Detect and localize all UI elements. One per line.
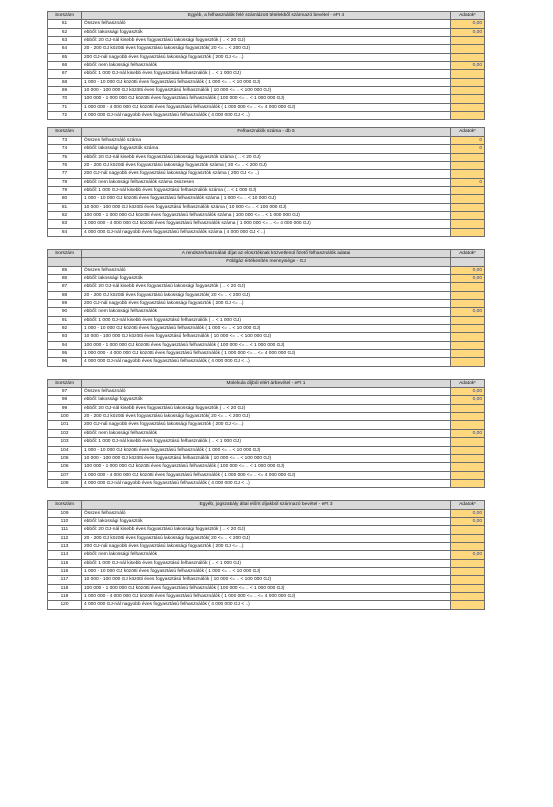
section-header-row <box>48 501 485 509</box>
value-input-cell[interactable] <box>451 170 485 178</box>
row-label: 4 000 000 GJ-nál nagyobb éves fogyasztású felhasználók ( 4 000 000 GJ < ..) <box>82 479 451 487</box>
row-number: 96 <box>48 358 82 366</box>
row-label: 20 - 200 GJ közötti éves fogyasztású lakossági fogyasztók( 20 <= .. < 200 GJ) <box>82 413 451 421</box>
value-input-cell[interactable] <box>451 186 485 194</box>
row-label: 200 GJ-nál nagyobb éves fogyasztású lakossági fogyasztók ( 200 GJ <= ..) <box>82 300 451 308</box>
row-number: 94 <box>48 341 82 349</box>
row-label: 200 GJ-nál nagyobb éves fogyasztású lakossági fogyasztók ( 200 GJ <= ..) <box>82 53 451 61</box>
row-number: 116 <box>48 567 82 575</box>
value-input-cell[interactable] <box>451 421 485 429</box>
table-row <box>48 78 485 86</box>
value-input-cell[interactable] <box>451 203 485 211</box>
table-row <box>48 112 485 120</box>
row-number: 86 <box>48 274 82 282</box>
row-label: 20 - 200 GJ közötti éves fogyasztású lakossági fogyasztók száma ( 20 <= .. < 200 GJ) <box>82 161 451 169</box>
row-number: 76 <box>48 161 82 169</box>
table-row <box>48 195 485 203</box>
table-row <box>48 576 485 584</box>
table-row <box>48 404 485 412</box>
value-input-cell[interactable] <box>451 576 485 584</box>
row-number: 75 <box>48 153 82 161</box>
value-input-cell[interactable] <box>451 584 485 592</box>
table-row <box>48 266 485 274</box>
table-row <box>48 274 485 282</box>
value-input-cell[interactable] <box>451 341 485 349</box>
value-input-cell[interactable] <box>451 413 485 421</box>
row-label: 200 GJ-nál nagyobb éves fogyasztású lakossági fogyasztók ( 200 GJ <= ..) <box>82 542 451 550</box>
table-row <box>48 479 485 487</box>
row-number: 93 <box>48 333 82 341</box>
value-input-cell[interactable] <box>451 404 485 412</box>
value-input-cell[interactable] <box>451 53 485 61</box>
row-number: 81 <box>48 203 82 211</box>
value-input-cell[interactable] <box>451 542 485 550</box>
row-number: 62 <box>48 28 82 36</box>
section-gap <box>47 237 485 249</box>
value-input-cell[interactable]: 0,00 <box>451 429 485 437</box>
row-label: ebből: nem lakossági felhasználók <box>82 429 451 437</box>
row-label: ebből: nem lakossági felhasználók <box>82 308 451 316</box>
row-number: 91 <box>48 316 82 324</box>
value-input-cell[interactable] <box>451 471 485 479</box>
value-input-cell[interactable]: 0 <box>451 145 485 153</box>
value-input-cell[interactable] <box>451 325 485 333</box>
row-number: 65 <box>48 53 82 61</box>
row-label: 100 000 - 1 000 000 GJ közötti éves fogyasztású felhasználók ( 100 000 <= .. < 1 000 000 GJ) <box>82 95 451 103</box>
value-input-cell[interactable] <box>451 161 485 169</box>
row-number: 74 <box>48 145 82 153</box>
row-number: 99 <box>48 404 82 412</box>
row-label: 1 000 - 10 000 GJ közötti éves fogyasztású felhasználók ( 1 000 <= .. < 10 000 GJ) <box>82 325 451 333</box>
row-number: 114 <box>48 551 82 559</box>
section-title: Egyéb, jogszabály által előírt díjakból származó bevétel - eFt 3 <box>82 501 451 509</box>
value-input-cell[interactable]: 0,00 <box>451 274 485 282</box>
table-row <box>48 429 485 437</box>
sorszam-header: Sorszám <box>48 379 82 387</box>
table-row <box>48 584 485 592</box>
table-row <box>48 526 485 534</box>
adatok-header: Adatok* <box>451 379 485 387</box>
table-row <box>48 396 485 404</box>
row-label: 10 000 - 100 000 GJ közötti éves fogyasztású felhasználók ( 10 000 <= .. < 100 000 GJ) <box>82 87 451 95</box>
sorszam-header: Sorszám <box>48 501 82 509</box>
value-input-cell[interactable] <box>451 95 485 103</box>
value-input-cell[interactable] <box>451 220 485 228</box>
value-input-cell[interactable] <box>451 567 485 575</box>
row-label: ebből: lakossági fogyasztók <box>82 396 451 404</box>
row-number: 113 <box>48 542 82 550</box>
row-label: 1 000 000 - 4 000 000 GJ közötti éves fogyasztású felhasználók ( 1 000 000 <= .. <= 4 000 000 GJ) <box>82 593 451 601</box>
row-label: 4 000 000 GJ-nál nagyobb éves fogyasztású felhasználók ( 4 000 000 GJ < ..) <box>82 601 451 609</box>
value-input-cell[interactable] <box>451 479 485 487</box>
value-input-cell[interactable] <box>451 601 485 609</box>
row-label: 1 000 000 - 4 000 000 GJ közötti éves fogyasztású felhasználók ( 1 000 000 <= .. <= 4 000 000 GJ) <box>82 350 451 358</box>
row-number: 119 <box>48 593 82 601</box>
row-number: 100 <box>48 413 82 421</box>
row-number: 106 <box>48 463 82 471</box>
table-row <box>48 170 485 178</box>
table-row <box>48 316 485 324</box>
row-label: ebből: nem lakossági felhasználók <box>82 551 451 559</box>
row-number: 87 <box>48 283 82 291</box>
value-input-cell[interactable] <box>451 153 485 161</box>
table-row <box>48 87 485 95</box>
row-label: ebből: 20 GJ-nál kisebb éves fogyasztású lakossági fogyasztók ( .. < 20 GJ) <box>82 526 451 534</box>
row-number: 109 <box>48 509 82 517</box>
row-number: 102 <box>48 429 82 437</box>
table-row <box>48 454 485 462</box>
report-sheet <box>47 11 485 610</box>
table-row <box>48 153 485 161</box>
row-label: ebből: lakossági fogyasztók <box>82 517 451 525</box>
table-row <box>48 136 485 144</box>
row-label: 1 000 000 - 4 000 000 GJ közötti éves fogyasztású felhasználók ( 1 000 000 <= .. <= 4 000 000 GJ) <box>82 471 451 479</box>
row-number: 80 <box>48 195 82 203</box>
value-input-cell[interactable] <box>451 593 485 601</box>
row-number: 63 <box>48 37 82 45</box>
section-subheader-row <box>48 258 485 266</box>
subheader-blank <box>451 258 485 266</box>
table-row <box>48 70 485 78</box>
row-number: 111 <box>48 526 82 534</box>
row-number: 108 <box>48 479 82 487</box>
table-row <box>48 45 485 53</box>
row-number: 61 <box>48 20 82 28</box>
row-number: 83 <box>48 220 82 228</box>
section-table <box>47 379 485 488</box>
table-row <box>48 95 485 103</box>
value-input-cell[interactable] <box>451 37 485 45</box>
row-label: Összes felhasználó <box>82 509 451 517</box>
row-number: 79 <box>48 186 82 194</box>
value-input-cell[interactable] <box>451 211 485 219</box>
table-row <box>48 471 485 479</box>
row-number: 97 <box>48 388 82 396</box>
table-row <box>48 413 485 421</box>
table-row <box>48 341 485 349</box>
section-gap <box>47 367 485 379</box>
row-label: Összes felhasználó <box>82 388 451 396</box>
section-table <box>47 500 485 609</box>
row-label: 4 000 000 GJ-nál nagyobb éves fogyasztású felhasználók ( 4 000 000 GJ < ..) <box>82 358 451 366</box>
row-label: ebből: 20 GJ-nál kisebb éves fogyasztású lakossági fogyasztók ( .. < 20 GJ) <box>82 404 451 412</box>
row-number: 68 <box>48 78 82 86</box>
row-number: 115 <box>48 559 82 567</box>
section-title: Molekula díjból elért árbevétel - eFt 1 <box>82 379 451 387</box>
section-header-row <box>48 128 485 136</box>
value-input-cell[interactable] <box>451 534 485 542</box>
value-input-cell[interactable]: 0,00 <box>451 388 485 396</box>
value-input-cell[interactable]: 0,00 <box>451 551 485 559</box>
row-label: ebből: lakossági fogyasztók <box>82 274 451 282</box>
table-row <box>48 421 485 429</box>
row-label: ebből: 1 000 GJ-nál kisebb éves fogyasztású felhasználók ( .. < 1 000 GJ) <box>82 70 451 78</box>
value-input-cell[interactable] <box>451 195 485 203</box>
row-number: 105 <box>48 454 82 462</box>
row-label: ebből: 1 000 GJ-nál kisebb éves fogyasztású felhasználók ( .. < 1 000 GJ) <box>82 559 451 567</box>
section-header-row <box>48 12 485 20</box>
row-number: 71 <box>48 103 82 111</box>
value-input-cell[interactable] <box>451 45 485 53</box>
row-label: 100 000 - 1 000 000 GJ közötti éves fogyasztású felhasználók ( 100 000 <= .. < 1 000 000 GJ) <box>82 341 451 349</box>
value-input-cell[interactable] <box>451 333 485 341</box>
row-number: 95 <box>48 350 82 358</box>
row-label: 1 000 000 - 4 000 000 GJ közötti éves fogyasztású felhasználók száma ( 1 000 000 <= .. <= 4 000 000 GJ) <box>82 220 451 228</box>
table-row <box>48 62 485 70</box>
value-input-cell[interactable] <box>451 316 485 324</box>
table-row <box>48 446 485 454</box>
value-input-cell[interactable] <box>451 559 485 567</box>
section-title: A rendszerhasználati díjat az elosztóknak közvetlenül fizető felhasználók adatai <box>82 249 451 257</box>
row-number: 118 <box>48 584 82 592</box>
value-input-cell[interactable]: 0 <box>451 136 485 144</box>
value-input-cell[interactable]: 0,00 <box>451 62 485 70</box>
row-label: Összes felhasználó száma <box>82 136 451 144</box>
table-row <box>48 388 485 396</box>
row-number: 89 <box>48 300 82 308</box>
table-row <box>48 203 485 211</box>
value-input-cell[interactable] <box>451 454 485 462</box>
table-row <box>48 601 485 609</box>
adatok-header: Adatok* <box>451 128 485 136</box>
value-input-cell[interactable] <box>451 283 485 291</box>
section-title: Egyéb, a felhasználók felé számlázott tételekből származó bevétel - eFt 4 <box>82 12 451 20</box>
value-input-cell[interactable] <box>451 350 485 358</box>
row-label: ebből: 20 GJ-nál kisebb éves fogyasztású lakossági fogyasztók ( .. < 20 GJ) <box>82 37 451 45</box>
value-input-cell[interactable]: 0,00 <box>451 308 485 316</box>
value-input-cell[interactable]: 0,00 <box>451 20 485 28</box>
adatok-header: Adatok* <box>451 12 485 20</box>
table-row <box>48 593 485 601</box>
row-number: 78 <box>48 178 82 186</box>
row-label: 1 000 - 10 000 GJ közötti éves fogyasztású felhasználók ( 1 000 <= .. < 10 000 GJ) <box>82 78 451 86</box>
subheader-blank <box>48 258 82 266</box>
row-label: 10 000 - 100 000 GJ közötti éves fogyasztású felhasználók ( 10 000 <= .. < 100 000 GJ) <box>82 454 451 462</box>
row-number: 101 <box>48 421 82 429</box>
row-label: 1 000 000 - 4 000 000 GJ közötti éves fogyasztású felhasználók ( 1 000 000 <= .. <= 4 000 000 GJ) <box>82 103 451 111</box>
row-label: ebből: 1 000 GJ-nál kisebb éves fogyasztású felhasználók ( .. < 1 000 GJ) <box>82 316 451 324</box>
value-input-cell[interactable] <box>451 358 485 366</box>
table-row <box>48 509 485 517</box>
table-row <box>48 542 485 550</box>
table-row <box>48 350 485 358</box>
value-input-cell[interactable]: 0,00 <box>451 517 485 525</box>
section-table <box>47 127 485 236</box>
section-table <box>47 249 485 367</box>
section-table <box>47 11 485 120</box>
value-input-cell[interactable]: 0,00 <box>451 509 485 517</box>
row-label: 100 000 - 1 000 000 GJ közötti éves fogyasztású felhasználók ( 100 000 <= .. < 1 000 000 GJ) <box>82 584 451 592</box>
section-title: Felhasználók száma - db 5 <box>82 128 451 136</box>
value-input-cell[interactable]: 0,00 <box>451 28 485 36</box>
table-row <box>48 308 485 316</box>
row-number: 112 <box>48 534 82 542</box>
row-label: 10 000 - 100 000 GJ közötti éves fogyasztású felhasználók száma ( 10 000 <= .. < 100 000 GJ) <box>82 203 451 211</box>
value-input-cell[interactable] <box>451 103 485 111</box>
value-input-cell[interactable] <box>451 446 485 454</box>
row-label: Összes felhasználó <box>82 266 451 274</box>
row-label: 10 000 - 100 000 GJ közötti éves fogyasztású felhasználók ( 10 000 <= .. < 100 000 GJ) <box>82 576 451 584</box>
table-row <box>48 438 485 446</box>
table-row <box>48 534 485 542</box>
row-number: 77 <box>48 170 82 178</box>
row-label: ebből: 1 000 GJ-nál kisebb éves fogyasztású felhasználók ( .. < 1 000 GJ) <box>82 438 451 446</box>
row-number: 92 <box>48 325 82 333</box>
value-input-cell[interactable] <box>451 70 485 78</box>
row-label: 1 000 - 10 000 GJ közötti éves fogyasztású felhasználók száma ( 1 000 <= .. < 10 000 GJ) <box>82 195 451 203</box>
row-label: ebből: lakossági fogyasztók száma <box>82 145 451 153</box>
row-number: 84 <box>48 228 82 236</box>
row-number: 98 <box>48 396 82 404</box>
row-label: Összes felhasználó <box>82 20 451 28</box>
table-row <box>48 517 485 525</box>
table-row <box>48 358 485 366</box>
row-label: 100 000 - 1 000 000 GJ közötti éves fogyasztású felhasználók ( 100 000 <= .. < 1 000 000 GJ) <box>82 463 451 471</box>
table-row <box>48 300 485 308</box>
row-number: 64 <box>48 45 82 53</box>
table-row <box>48 178 485 186</box>
value-input-cell[interactable] <box>451 228 485 236</box>
section-header-row <box>48 249 485 257</box>
row-number: 73 <box>48 136 82 144</box>
row-label: 1 000 - 10 000 GJ közötti éves fogyasztású felhasználók ( 1 000 <= .. < 10 000 GJ) <box>82 446 451 454</box>
table-row <box>48 228 485 236</box>
table-row <box>48 186 485 194</box>
row-label: ebből: 20 GJ-nál kisebb éves fogyasztású lakossági fogyasztók száma ( .. < 20 GJ) <box>82 153 451 161</box>
table-row <box>48 283 485 291</box>
value-input-cell[interactable] <box>451 112 485 120</box>
row-number: 85 <box>48 266 82 274</box>
row-number: 117 <box>48 576 82 584</box>
row-label: ebből: lakossági fogyasztók <box>82 28 451 36</box>
table-row <box>48 333 485 341</box>
value-input-cell[interactable] <box>451 526 485 534</box>
row-number: 67 <box>48 70 82 78</box>
sorszam-header: Sorszám <box>48 128 82 136</box>
section-gap <box>47 120 485 127</box>
table-row <box>48 20 485 28</box>
row-label: ebből: 20 GJ-nál kisebb éves fogyasztású lakossági fogyasztók ( .. < 20 GJ) <box>82 283 451 291</box>
row-label: ebből: 1 000 GJ-nál kisebb éves fogyasztású felhasználók száma ( .. < 1 000 GJ) <box>82 186 451 194</box>
sorszam-header: Sorszám <box>48 12 82 20</box>
row-label: 20 - 200 GJ közötti éves fogyasztású lakossági fogyasztók( 20 <= .. < 200 GJ) <box>82 534 451 542</box>
value-input-cell[interactable]: 0,00 <box>451 266 485 274</box>
row-number: 70 <box>48 95 82 103</box>
row-number: 104 <box>48 446 82 454</box>
row-label: 200 GJ-nál nagyobb éves fogyasztású lakossági fogyasztók száma ( 200 GJ <= ..) <box>82 170 451 178</box>
table-row <box>48 291 485 299</box>
table-row <box>48 145 485 153</box>
row-label: 20 - 200 GJ közötti éves fogyasztású lakossági fogyasztók( 20 <= .. < 200 GJ) <box>82 45 451 53</box>
table-row <box>48 567 485 575</box>
row-number: 82 <box>48 211 82 219</box>
row-label: 1 000 - 10 000 GJ közötti éves fogyasztású felhasználók ( 1 000 <= .. < 10 000 GJ) <box>82 567 451 575</box>
table-row <box>48 103 485 111</box>
section-gap <box>47 488 485 500</box>
row-label: ebből: nem lakossági felhasználók száma összesen <box>82 178 451 186</box>
table-row <box>48 325 485 333</box>
value-input-cell[interactable] <box>451 78 485 86</box>
row-number: 103 <box>48 438 82 446</box>
row-label: 100 000 - 1 000 000 GJ közötti éves fogyasztású felhasználók száma ( 100 000 <= .. < 1 000 000 GJ) <box>82 211 451 219</box>
table-row <box>48 53 485 61</box>
row-number: 90 <box>48 308 82 316</box>
sorszam-header: Sorszám <box>48 249 82 257</box>
row-label: 4 000 000 GJ-nál nagyobb éves fogyasztású felhasználók ( 4 000 000 GJ < ..) <box>82 112 451 120</box>
row-label: ebből: nem lakossági felhasználók <box>82 62 451 70</box>
table-row <box>48 161 485 169</box>
table-row <box>48 220 485 228</box>
section-header-row <box>48 379 485 387</box>
value-input-cell[interactable]: 0,00 <box>451 396 485 404</box>
value-input-cell[interactable]: 0 <box>451 178 485 186</box>
table-row <box>48 37 485 45</box>
table-row <box>48 559 485 567</box>
table-row <box>48 551 485 559</box>
table-row <box>48 463 485 471</box>
row-number: 107 <box>48 471 82 479</box>
section-subtitle: Földgáz értékesítés mennyisége - GJ <box>82 258 451 266</box>
row-number: 110 <box>48 517 82 525</box>
value-input-cell[interactable] <box>451 300 485 308</box>
row-number: 69 <box>48 87 82 95</box>
row-number: 88 <box>48 291 82 299</box>
adatok-header: Adatok* <box>451 249 485 257</box>
row-label: 20 - 200 GJ közötti éves fogyasztású lakossági fogyasztók( 20 <= .. < 200 GJ) <box>82 291 451 299</box>
table-row <box>48 211 485 219</box>
table-row <box>48 28 485 36</box>
value-input-cell[interactable] <box>451 438 485 446</box>
row-label: 200 GJ-nál nagyobb éves fogyasztású lakossági fogyasztók ( 200 GJ <= ..) <box>82 421 451 429</box>
adatok-header: Adatok* <box>451 501 485 509</box>
value-input-cell[interactable] <box>451 87 485 95</box>
row-number: 120 <box>48 601 82 609</box>
value-input-cell[interactable] <box>451 291 485 299</box>
row-number: 66 <box>48 62 82 70</box>
row-label: 10 000 - 100 000 GJ közötti éves fogyasztású felhasználók ( 10 000 <= .. < 100 000 GJ) <box>82 333 451 341</box>
row-number: 72 <box>48 112 82 120</box>
value-input-cell[interactable] <box>451 463 485 471</box>
row-label: 4 000 000 GJ-nál nagyobb éves fogyasztású felhasználók száma ( 4 000 000 GJ < ..) <box>82 228 451 236</box>
